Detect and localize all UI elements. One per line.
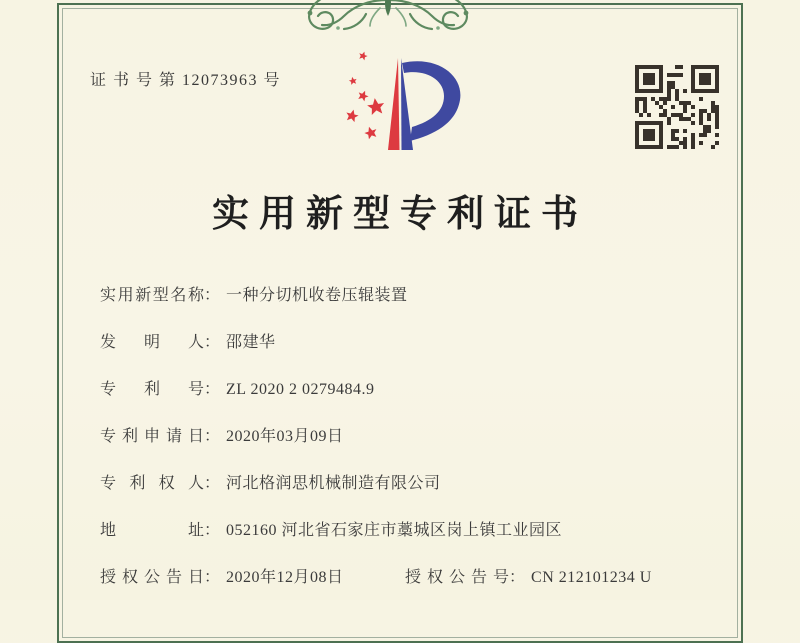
field-row-utility-model-name bbox=[100, 279, 720, 326]
field-colon: ： bbox=[204, 381, 221, 398]
field-value: 邵建华 bbox=[226, 334, 276, 351]
certificate-number: 证 书 号 第 12073963 号 bbox=[90, 72, 282, 89]
certificate-fields bbox=[100, 279, 720, 608]
field-row-inventor bbox=[100, 326, 720, 373]
field-colon: ： bbox=[509, 569, 526, 586]
field-label: 实用新型名称 bbox=[100, 287, 204, 304]
field-label: 授权公告日 bbox=[100, 569, 204, 586]
field-colon: ： bbox=[204, 475, 221, 492]
field-colon: ： bbox=[204, 522, 221, 539]
field-colon: ： bbox=[204, 428, 221, 445]
field-value: 2020年12月08日 bbox=[226, 569, 344, 586]
field-label: 授权公告号 bbox=[405, 569, 509, 586]
field-colon: ： bbox=[204, 287, 221, 304]
field-colon: ： bbox=[204, 569, 221, 586]
certificate-title: 实用新型专利证书 bbox=[212, 194, 588, 235]
field-value: 2020年03月09日 bbox=[226, 428, 344, 445]
field-row-filing-date bbox=[100, 420, 720, 467]
field-value: ZL 2020 2 0279484.9 bbox=[226, 381, 375, 398]
field-value: 河北格润思机械制造有限公司 bbox=[226, 475, 441, 492]
field-row-patentee bbox=[100, 467, 720, 514]
field-value: 052160 河北省石家庄市藁城区岗上镇工业园区 bbox=[226, 522, 563, 539]
cnipa-patent-logo-icon bbox=[338, 50, 470, 164]
field-label: 专利申请日 bbox=[100, 428, 204, 445]
field-grant-publication-number bbox=[405, 568, 652, 588]
field-value: CN 212101234 U bbox=[531, 569, 652, 586]
qr-code-icon bbox=[635, 65, 719, 149]
field-row-address bbox=[100, 514, 720, 561]
field-label: 发明人 bbox=[100, 334, 204, 351]
field-row-patent-number bbox=[100, 373, 720, 420]
field-colon: ： bbox=[204, 334, 221, 351]
field-row-grant-date bbox=[100, 561, 720, 608]
field-label: 地址 bbox=[100, 522, 204, 539]
field-value: 一种分切机收卷压辊装置 bbox=[226, 287, 408, 304]
field-label: 专利权人 bbox=[100, 475, 204, 492]
field-label: 专利号 bbox=[100, 381, 204, 398]
floral-ornament-icon bbox=[258, 0, 518, 36]
